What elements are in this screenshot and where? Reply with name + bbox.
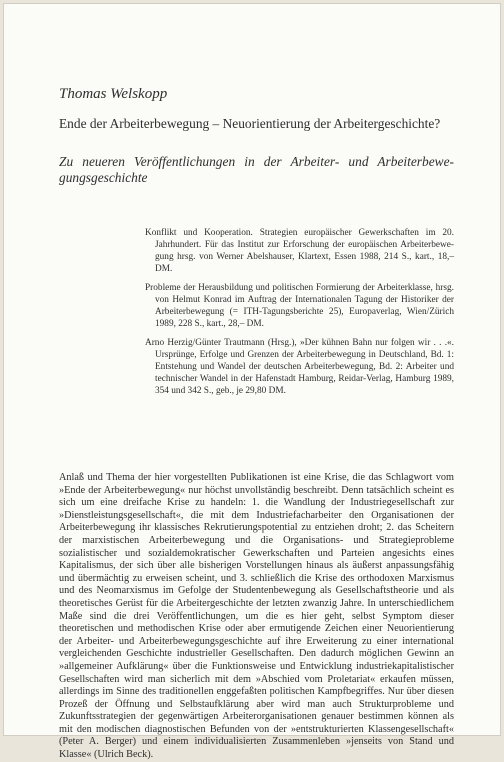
reference-entry: Probleme der Herausbildung und politischen Formierung der Arbeiterklasse, hrsg. von Helmut Konrad im Auftrag der Internationalen Tagung der Historiker der Arbeiterbewegung (= ITH-Tagungsberichte 25), Europaverlag, Wien/Zürich 1989, 228 S., kart., 28,– DM. bbox=[145, 283, 454, 329]
reviewed-publications bbox=[145, 227, 454, 404]
author-name: Thomas Welskopp bbox=[59, 86, 168, 102]
article-subtitle: Zu neueren Veröffentlichungen in der Arbeiter- und Arbeiterbewegungsgeschichte bbox=[59, 154, 454, 185]
reference-entry: Arno Herzig/Günter Trautmann (Hrsg.), »Der kühnen Bahn nur folgen wir . . .«. Ursprünge, Erfolge und Grenzen der Arbeiterbewegung in Deutschland, Bd. 1: Entstehung und Wandel der deutschen Arbeiterbewegung, Bd. 2: Arbeiter und technischer Wandel in der Hafenstadt Hamburg, Reidar-Verlag, Hamburg 1989, 354 und 342 S., geb., je 29,80 DM. bbox=[145, 338, 454, 396]
document-page bbox=[3, 3, 501, 761]
body-paragraph: Anlaß und Thema der hier vorgestellten Publikationen ist eine Krise, die das Schlagwort vom »Ende der Arbeiterbewegung« nur höchst unvollständig beschreibt. Denn tatsächlich scheint es sich um eine dreifache Krise zu handeln: 1. die Wandlung der Industriegesellschaft zur »Dienstleistungsgesellschaft«, die mit dem Industriefacharbeiter den Organisationen der Arbeiterbewegung ihr klassisches Rekrutierungspotential zu entziehen droht; 2. das Scheitern der marxistischen Arbeiterbewegung und die Organisations- und Strategieprobleme sozialistischer und sozialdemokratischer Gewerkschaften und Parteien angesichts eines Kapitalismus, der sich über alle bisherigen Vorstellungen hinaus als äußerst anpassungsfähig und übermächtig zu erweisen scheint, und 3. schließlich die Krise des orthodoxen Marxismus und des Neomarxismus im Gefolge der Studentenbewegung als Gesellschaftstheorie und als theoretisches Gerüst für die Arbeitergeschichte der letzten zwanzig Jahre. In unterschiedlichem Maße sind die drei Veröffentlichungen, um die es hier geht, selbst Symptom dieser theoretischen und methodischen Krise oder aber ermutigende Zeichen einer Neuorientierung der Arbeiter- und Arbeiterbewegungsgeschichte auf ihre Erweiterung zu einer international vergleichenden Geschichte industrieller Gesellschaften. Den dadurch möglichen Gewinn an »allgemeiner Aufklärung« über die Funktionsweise und Entwicklung industriekapitalistischer Gesellschaften wird man sicherlich mit dem »Abschied vom Proletariat« erkaufen müssen, allerdings im Sinne des traditionellen enggefaßten politischen Kampfbegriffes. Nur über diesen Prozeß der Öffnung und Selbstaufklärung aber wird man auch Strukturprobleme und Zukunftsstrategien der gegenwärtigen Arbeiterorganisationen genauer bestimmen können als mit den modischen diagnostischen Befunden von der »entstrukturierten Klassengesellschaft« (Peter A. Berger) und einem individualisierten Zusammenleben »jenseits von Stand und Klasse« (Ulrich Beck). bbox=[59, 472, 454, 761]
article-title: Ende der Arbeiterbewegung – Neuorientierung der Arbeitergeschichte? bbox=[59, 116, 441, 131]
reference-entry: Konflikt und Kooperation. Strategien europäischer Gewerkschaften im 20. Jahrhundert. Für das Institut zur Erforschung der europäischen Arbeiterbewegung hrsg. von Werner Abelshauser, Klartext, Essen 1988, 214 S., kart., 18,– DM. bbox=[145, 228, 454, 274]
